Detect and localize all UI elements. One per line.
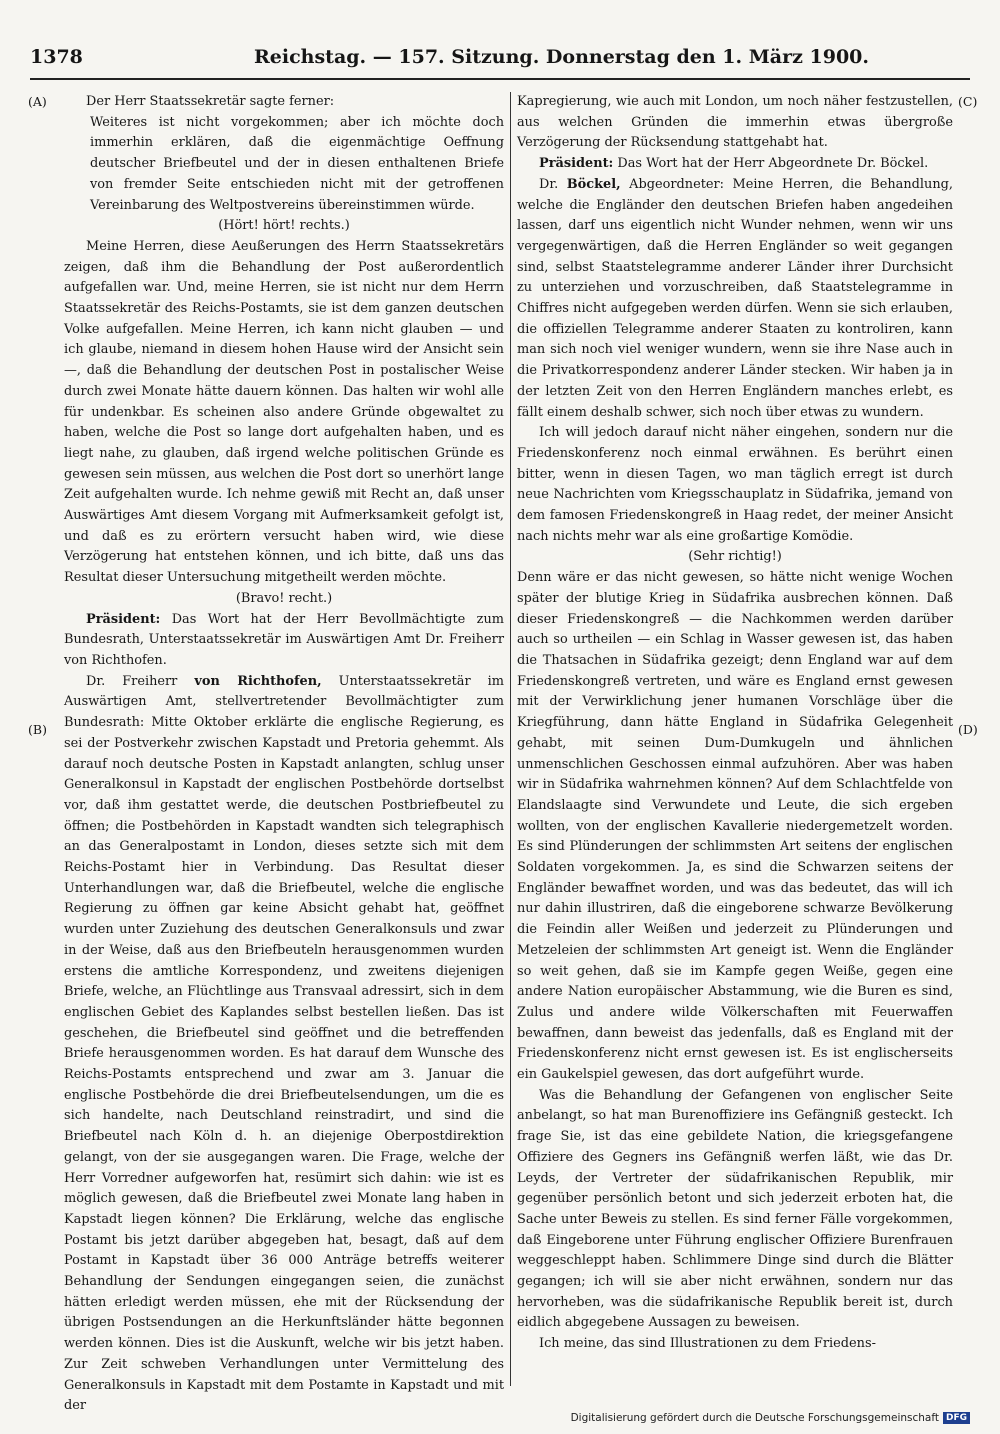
paragraph	[64, 610, 504, 672]
paragraph: Meine Herren, diese Aeußerungen des Herrn Staatssekretärs zeigen, daß ihm die Behandlung der Post außerordentlich aufgefallen war. Und, meine Herren, sie ist nicht nur dem Herrn Staatssekretär des Reichs-Postamts, sie ist dem ganzen deutschen Volke aufgefallen. Meine Herren, ich kann nicht glauben — und ich glaube, niemand in diesem hohen Hause wird der Ansicht sein —, daß die Behandlung der deutschen Post in postalischer Weise durch zwei Monate hätte dauern können. Das halten wir wohl alle für undenkbar. Es scheinen also andere Gründe obgewaltet zu haben, welche die Post so lange dort aufgehalten haben, und es liegt nahe, zu glauben, daß irgend welche politischen Gründe es gewesen sein müssen, aus welchen die Post dort so unerhört lange Zeit aufgehalten wurde. Ich nehme gewiß mit Recht an, daß unser Auswärtiges Amt diesem Vorgang mit Aufmerksamkeit gefolgt ist, und daß es zu erörtern versucht haben wird, wie diese Verzögerung hat entstehen können, und ich bitte, daß uns das Resultat dieser Untersuchung mitgetheilt werden möchte.	[64, 238, 504, 586]
paragraph: Denn wäre er das nicht gewesen, so hätte nicht wenige Wochen später der blutige Krieg in Südafrika ausbrechen können. Daß dieser Friedenskongreß — die Nachkommen werden darüber auch so urtheilen — ein Schlag in Wasser gewesen ist, das haben die Thatsachen in Südafrika gezeigt; denn England war auf dem Friedenskongreß vertreten, und wäre es England ernst gewesen mit der Verwirklichung jener humanen Vorschläge über die Kriegführung, dann hätte England in Südafrika Gelegenheit gehabt, mit seinen Dum-Dumkugeln und ähnlichen unmenschlichen Geschossen einmal aufzuhören. Aber was haben wir in Südafrika wahrnehmen können? Auf dem Schlachtfelde von Elandslaagte sind Verwundete und Leute, die sich ergeben wollten, von der englischen Kavallerie niedergemetzelt worden. Es sind Plünderungen der schlimmsten Art seitens der englischen Soldaten vorgekommen. Ja, es sind die Schwarzen seitens der Engländer bewaffnet worden, und was das bedeutet, das will ich nur dahin illustriren, daß die eingeborene schwarze Bevölkerung die Feindin aller Weißen und jederzeit zu Plünderungen und Metzeleien der schlimmsten Art geneigt ist. Wenn die Engländer so weit gehen, daß sie im Kampfe gegen Weiße, gegen eine andere Nation europäischer Abstammung, wie die Buren es sind, Zulus und andere wilde Völkerschaften mit Feuerwaffen bewaffnen, dann beweist das jedenfalls, daß es England mit der Friedenskonferenz nicht ernst gewesen ist. Es ist englischerseits ein Gaukelspiel gewesen, das dort aufgeführt wurde.	[517, 570, 953, 1083]
speaker-label: Präsident:	[86, 611, 161, 627]
right-column	[517, 92, 953, 1355]
paragraph	[517, 175, 953, 423]
running-title: Reichstag. — 157. Sitzung. Donnerstag den 1. März 1900.	[254, 46, 869, 68]
interjection: (Bravo! recht.)	[235, 590, 333, 606]
paragraph: Kapregierung, wie auch mit London, um noch näher festzustellen, aus welchen Gründen die immerhin etwas übergroße Verzögerung der Rücksendung stattgehabt hat.	[517, 94, 953, 151]
paragraph-text: Das Wort hat der Herr Abgeordnete Dr. Böckel.	[617, 156, 929, 172]
interjection: (Sehr richtig!)	[688, 549, 782, 565]
margin-mark-b: (B)	[28, 722, 47, 737]
paragraph: Ich will jedoch darauf nicht näher eingehen, sondern nur die Friedenskonferenz noch einmal erwähnen. Es berührt einen bitter, wenn in diesen Tagen, wo man täglich erregt ist durch neue Nachrichten vom Kriegsschauplatz in Südafrika, jemand von dem famosen Friedenskongreß in Haag redet, der meiner Ansicht nach nichts mehr war als eine großartige Komödie.	[517, 425, 953, 544]
speaker-label: Präsident:	[539, 156, 614, 172]
paragraph	[517, 154, 953, 175]
quote-paragraph: Weiteres ist nicht vorgekommen; aber ich möchte doch immerhin erklären, daß die eigenmächtige Oeffnung deutscher Briefbeutel und der in diesen enthaltenen Briefe von fremder Seite entschieden nicht mit der getroffenen Vereinbarung des Weltpostvereins übereinstimmen würde.	[90, 114, 504, 213]
page-header	[30, 46, 970, 76]
paragraph	[64, 672, 504, 1417]
speaker-title: Dr.	[539, 176, 559, 192]
paragraph-text: Unterstaatssekretär im Auswärtigen Amt, stellvertretender Bevollmächtigter zum Bundesrath: Mitte Oktober erklärte die englische Regierung, es sei der Postverkehr zwischen Kapstadt und Pretoria gehemmt. Als darauf noch deutsche Posten in Kapstadt anlangten, schlug unser Generalkonsul in Kapstadt der englischen Postbehörde dortselbst vor, daß ihm gestattet werde, die deutschen Postbriefbeutel zu öffnen; die Postbehörden in Kapstadt wandten sich telegraphisch an das Generalpostamt in London, dieses setzte sich mit dem Reichs-Postamt hier in Verbindung. Das Resultat dieser Unterhandlungen war, daß die Briefbeutel, welche die englische Regierung zu öffnen gar keine Absicht gehabt hat, geöffnet wurden unter Zuziehung des deutschen Generalkonsuls und zwar in der Weise, daß aus den Briefbeuteln herausgenommen wurden erstens die amtliche Korrespondenz, und zweitens diejenigen Briefe, welche, an Flüchtlinge aus Transvaal adressirt, sich in dem englischen Gebiet des Kaplandes selbst bestellen ließen. Das ist geschehen, die Briefbeutel sind geöffnet und die betreffenden Briefe herausgenommen worden. Es hat darauf dem Wunsche des Reichs-Postamts entsprechend und zwar am 3. Januar die englische Postbehörde die drei Briefbeutelsendungen, um die es sich handelte, nach Deutschland reinstradirt, und sind die Briefbeutel nach Köln d. h. an diejenige Oberpostdirektion gelangt, von der sie ausgegangen waren. Die Frage, welche der Herr Vorredner aufgeworfen hat, resümirt sich dahin: wie ist es möglich gewesen, daß die Briefbeutel zwei Monate lang haben in Kapstadt liegen können? Die Erklärung, welche das englische Postamt bis jetzt darüber abgegeben hat, besagt, daß auf dem Postamt in Kapstadt über 36 000 Anträge betreffs weiterer Behandlung der Sendungen eingegangen seien, die zunächst hätten erledigt werden müssen, ehe mit der Rücksendung der übrigen Postsendungen an die Herkunftsländer hätte begonnen werden können. Dies ist die Auskunft, welche wir bis jetzt haben. Zur Zeit schweben Verhandlungen unter Vermittelung des Generalkonsuls in Kapstadt mit dem Postamte in Kapstadt und mit der	[64, 673, 504, 1414]
paragraph: Ich meine, das sind Illustrationen zu dem Friedens-	[539, 1336, 876, 1352]
column-divider	[510, 92, 511, 1386]
paragraph-text: Das Wort hat der Herr Bevollmächtigte zum Bundesrath, Unterstaatssekretär im Auswärtigen Amt Dr. Freiherr von Richthofen.	[64, 611, 504, 668]
margin-mark-d: (D)	[958, 722, 978, 737]
speaker-title: Dr. Freiherr	[86, 673, 178, 689]
speaker-name: Böckel,	[566, 176, 621, 192]
header-rule	[30, 78, 970, 80]
left-column	[64, 92, 504, 1417]
margin-mark-c: (C)	[958, 94, 978, 109]
speaker-name: von Richthofen,	[194, 673, 322, 689]
paragraph: Was die Behandlung der Gefangenen von englischer Seite anbelangt, so hat man Burenoffiziere ins Gefängniß gesteckt. Ich frage Sie, ist das eine gebildete Nation, die kriegsgefangene Offiziere des Gegners ins Gefängniß werfen läßt, wie das Dr. Leyds, der Vertreter der südafrikanischen Republik, mir gegenüber persönlich betont und sich jederzeit erboten hat, die Sache unter Beweis zu stellen. Es sind ferner Fälle vorgekommen, daß Eingeborene unter Führung englischer Offiziere Burenfrauen weggeschleppt haben. Schlimmere Dinge sind durch die Blätter gegangen; ich will sie aber nicht erwähnen, sondern nur das hervorheben, was die südafrikanische Republik bereit ist, durch eidlich abgegebene Aussagen zu beweisen.	[517, 1087, 953, 1331]
footer-credit	[571, 1412, 970, 1424]
paragraph: Der Herr Staatssekretär sagte ferner:	[86, 94, 335, 109]
dfg-logo: DFG	[943, 1412, 970, 1424]
paragraph-text: Abgeordneter: Meine Herren, die Behandlung, welche die Engländer den deutschen Briefen haben angedeihen lassen, darf uns eigentlich nicht Wunder nehmen, wenn wir uns vergegenwärtigen, daß die Herren Engländer so weit gegangen sind, selbst Staatstelegramme anderer Länder ihrer Durchsicht zu unterziehen und vorzuschreiben, daß Staatstelegramme in Chiffres nicht aufgegeben werden dürfen. Wenn sie sich erlauben, die offiziellen Telegramme anderer Staaten zu kontroliren, kann man sich noch viel weniger wundern, wenn sie ihre Nase auch in die Privatkorrespondenz anderer Länder stecken. Wir haben ja in der letzten Zeit von den Herren Engländern manches erlebt, es fällt einem deshalb schwer, sich noch über etwas zu wundern.	[517, 176, 953, 420]
page-number: 1378	[30, 46, 83, 68]
interjection: (Hört! hört! rechts.)	[218, 218, 350, 234]
credit-text: Digitalisierung gefördert durch die Deutsche Forschungsgemeinschaft	[570, 1412, 939, 1424]
margin-mark-a: (A)	[28, 94, 47, 109]
